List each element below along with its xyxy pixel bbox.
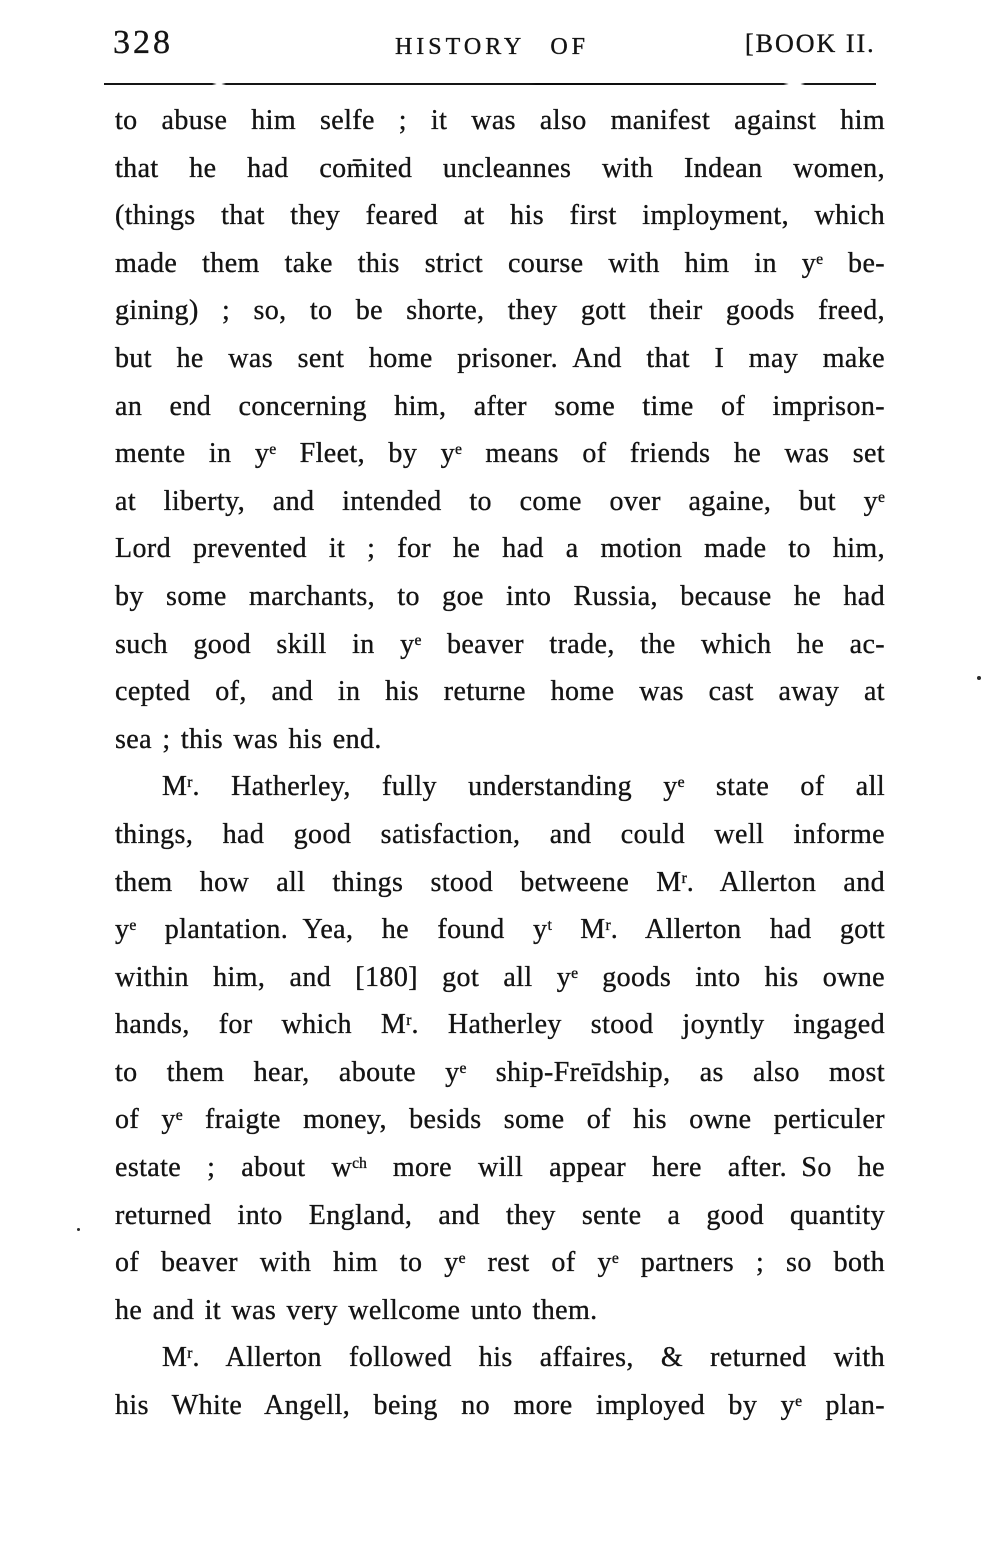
superscript: e: [459, 1060, 467, 1078]
scan-speck: [977, 676, 981, 680]
superscript: t: [547, 917, 552, 935]
text-line: Lord prevented it ; for he had a motion made to him,: [115, 533, 885, 565]
text-line: them how all things stood betweene $M^r$. Allerton and: [115, 866, 885, 898]
text-line: he and it was very wellcome unto them.: [115, 1294, 598, 1326]
header-rule: [104, 83, 876, 85]
text-line: that he had com̄ited uncleannes with Indean women,: [115, 152, 885, 184]
text-line: things, had good satisfaction, and could well informe: [115, 818, 885, 850]
superscript: e: [795, 1393, 803, 1411]
text-line: $y^e$ plantation. Yea, he found $y^t$ $M^r$. Allerton had gott: [115, 914, 885, 946]
text-line: hands, for which $M^r$. Hatherley stood joyntly ingaged: [115, 1009, 885, 1041]
text-line: made them take this strict course with him in $y^e$ be-: [115, 247, 885, 279]
superscript: e: [878, 488, 885, 506]
text-line: $M^r$. Hatherley, fully understanding $y^e$ state of all: [162, 771, 885, 803]
superscript: e: [269, 441, 277, 459]
superscript: e: [175, 1107, 183, 1125]
superscript: e: [458, 1250, 466, 1268]
superscript: ch: [352, 1155, 367, 1173]
text-line: cepted of, and in his returne home was cast away at: [115, 676, 885, 708]
superscript: e: [571, 964, 579, 982]
text-line: mente in $y^e$ Fleet, by $y^e$ means of friends he was set: [115, 438, 885, 470]
paragraph: [115, 763, 885, 1334]
text-line: to them hear, aboute $y^e$ ship-Freīdship, as also most: [115, 1056, 885, 1088]
text-line: of $y^e$ fraigte money, besids some of his owne perticuler: [115, 1104, 885, 1136]
text-line: (things that they feared at his first imployment, which: [115, 200, 885, 232]
text-line: returned into England, and they sente a good quantity: [115, 1199, 885, 1231]
paragraph: [115, 1334, 885, 1429]
superscript: r: [406, 1012, 412, 1030]
text-line: to abuse him selfe ; it was also manifest against him: [115, 105, 885, 136]
superscript: r: [187, 1345, 193, 1363]
text-line: his White Angell, being no more imployed by $y^e$ plan-: [115, 1390, 886, 1422]
text-line: by some marchants, to goe into Russia, because he had: [115, 580, 885, 612]
text-line: within him, and [180] got all $y^e$ goods into his owne: [115, 961, 885, 993]
paragraph: [115, 97, 885, 763]
superscript: e: [455, 441, 463, 459]
running-title: HISTORY OF: [394, 34, 590, 60]
superscript: r: [605, 917, 611, 935]
text-line: sea ; this was his end.: [115, 723, 382, 755]
text-line: of beaver with him to $y^e$ rest of $y^e$ partners ; so both: [115, 1247, 885, 1279]
superscript: r: [681, 869, 687, 887]
book-label: [BOOK II.: [745, 29, 876, 58]
superscript: r: [187, 774, 193, 792]
text-line: $M^r$. Allerton followed his affaires, & returned with: [162, 1342, 885, 1374]
text-line: estate ; about $w^{ch}$ more will appear here after. So he: [115, 1152, 885, 1184]
text-line: such good skill in $y^e$ beaver trade, the which he ac-: [115, 628, 885, 660]
page-number: 328: [113, 24, 173, 61]
text-line: at liberty, and intended to come over againe, but $y^e$: [115, 485, 885, 517]
superscript: e: [611, 1250, 619, 1268]
superscript: e: [129, 917, 137, 935]
body-text: [115, 97, 885, 1430]
superscript: e: [677, 774, 685, 792]
text-line: gining) ; so, to be shorte, they gott their goods freed,: [115, 295, 885, 327]
scan-speck: [77, 1228, 80, 1231]
text-line: but he was sent home prisoner. And that I may make: [115, 342, 885, 374]
superscript: e: [816, 250, 824, 268]
superscript: e: [414, 631, 422, 649]
text-line: an end concerning him, after some time of imprison-: [115, 390, 885, 422]
